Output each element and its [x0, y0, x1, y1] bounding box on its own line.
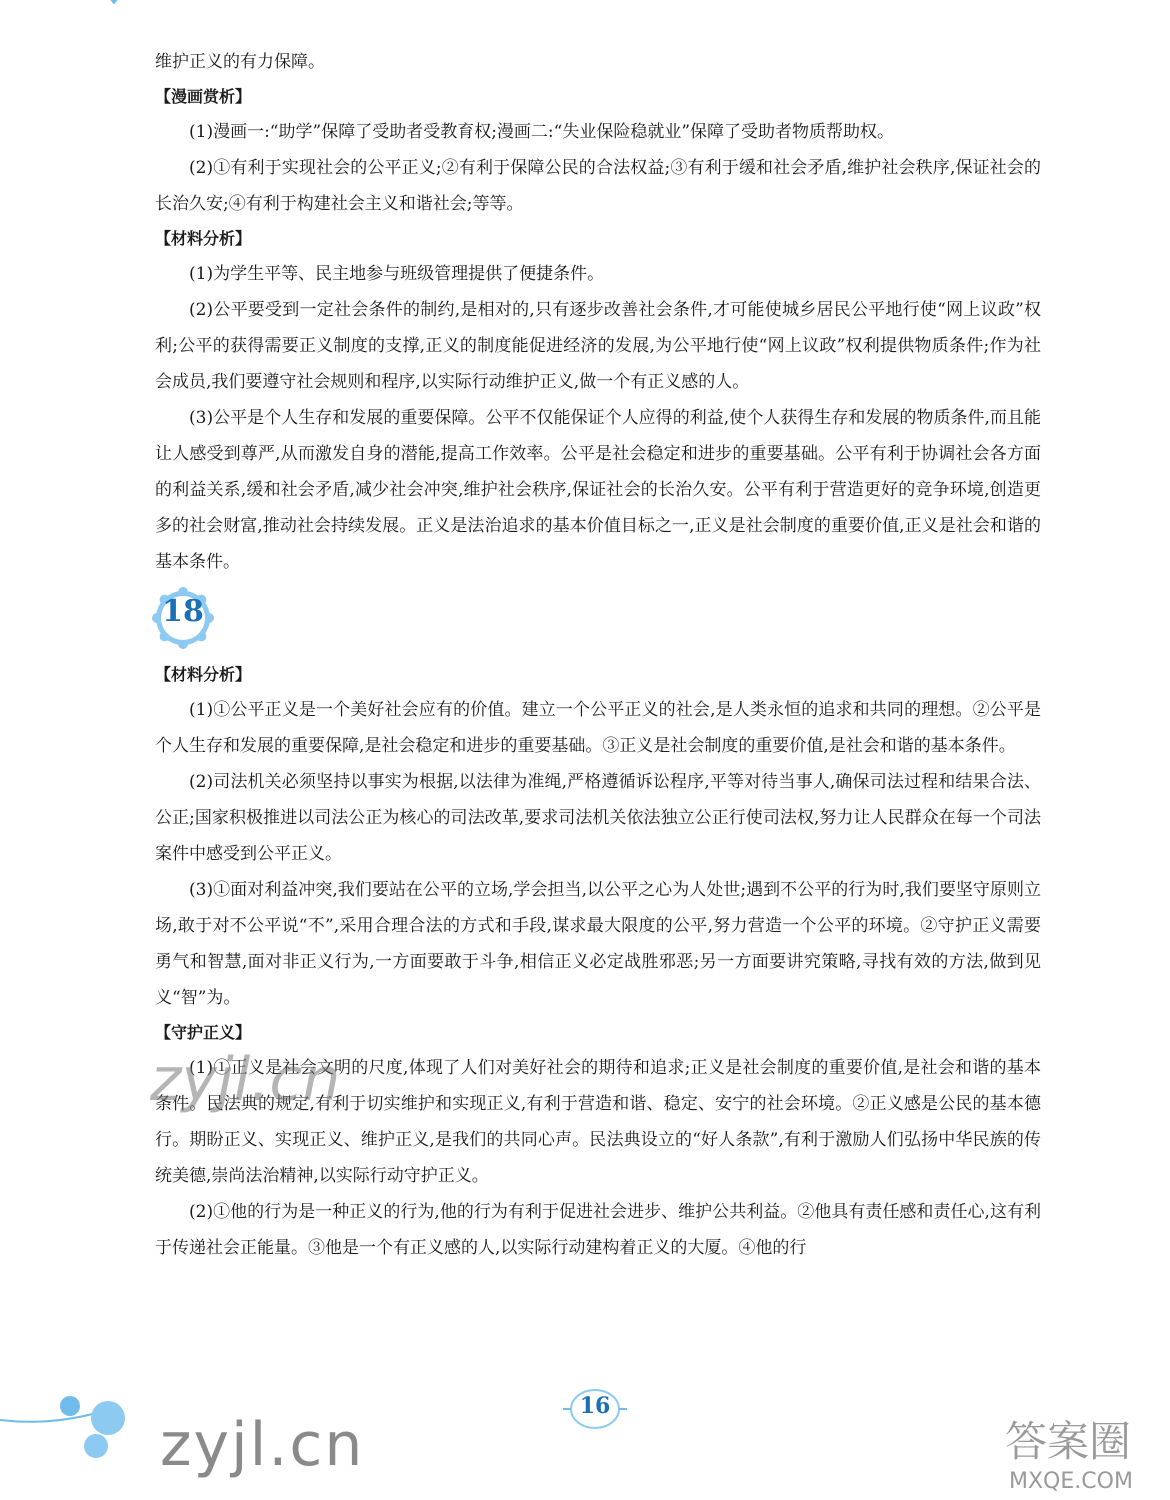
corner-logo-icon [995, 1410, 1165, 1495]
material2-para-1: (1)①公平正义是一个美好社会应有的价值。建立一个公平正义的社会,是人类永恒的追求和共同的理想。②公平是个人生存和发展的重要保障,是社会稳定和进步的重要基础。③正义是社会制度的重要价值,是社会和谐的基本条件。 [155, 700, 1041, 756]
section-heading-material: 【材料分析】 [155, 229, 252, 248]
page-number: 16 [579, 1393, 611, 1419]
material-para-2: (2)公平要受到一定社会条件的制约,是相对的,只有逐步改善社会条件,才可能使城乡居民公平地行使“网上议政”权利;公平的获得需要正义制度的支撑,正义的制度能促进经济的发展,为公平地行使“网上议政”权利提供物质条件;作为社会成员,我们要遵守社会规则和程序,以实际行动维护正义,做一个有正义感的人。 [155, 300, 1041, 392]
header-decoration-icon [100, 0, 240, 12]
comic-para-1: (1)漫画一:“助学”保障了受助者受教育权;漫画二:“失业保险稳就业”保障了受助者物质帮助权。 [189, 122, 895, 142]
watermark-mid [150, 1045, 390, 1165]
footer-watermark: zyjl.cn [160, 1410, 365, 1480]
top-fragment: 维护正义的有力保障。 [155, 52, 325, 72]
section-heading-guard: 【守护正义】 [155, 1023, 252, 1042]
corner-logo-text: 答案圈 [1005, 1417, 1132, 1466]
page-number-badge [563, 1387, 627, 1431]
footer-bubbles-icon [0, 1390, 140, 1460]
material-para-1: (1)为学生平等、民主地参与班级管理提供了便捷条件。 [189, 264, 605, 284]
corner-url-text: MXQE.COM [1009, 1469, 1133, 1494]
section-heading-comic: 【漫画赏析】 [155, 87, 252, 106]
material2-para-2: (2)司法机关必须坚持以事实为根据,以法律为准绳,严格遵循诉讼程序,平等对待当事人,确保司法过程和结果合法、公正;国家积极推进以司法公正为核心的司法改革,要求司法机关依法独立公正行使司法权,努力让人民群众在每一个司法案件中感受到公平正义。 [155, 772, 1041, 864]
watermark-mid-text: zyjl.cn [150, 1045, 341, 1115]
material-para-3: (3)公平是个人生存和发展的重要保障。公平不仅能保证个人应得的利益,使个人获得生存和发展的物质条件,而且能让人感受到尊严,从而激发自身的潜能,提高工作效率。公平是社会稳定和进步的重要基础。公平有利于协调社会各方面的利益关系,缓和社会矛盾,减少社会冲突,维护社会秩序,保证社会的长治久安。公平有利于营造更好的竞争环境,创造更多的社会财富,推动社会持续发展。正义是法治追求的基本价值目标之一,正义是社会制度的重要价值,正义是社会和谐的基本条件。 [155, 408, 1041, 572]
lesson-badge [155, 580, 1041, 658]
guard-para-1: (1)①正义是社会文明的尺度,体现了人们对美好社会的期待和追求;正义是社会制度的重要价值,是社会和谐的基本条件。民法典的规定,有利于切实维护和实现正义,有利于营造和谐、稳定、安宁的社会环境。②正义感是公民的基本德行。期盼正义、实现正义、维护正义,是我们的共同心声。民法典设立的“好人条款”,有利于激励人们弘扬中华民族的传统美德,崇尚法治精神,以实际行动守护正义。 [155, 1058, 1041, 1186]
comic-para-2: (2)①有利于实现社会的公平正义;②有利于保障公民的合法权益;③有利于缓和社会矛盾,维护社会秩序,保证社会的长治久安;④有利于构建社会主义和谐社会;等等。 [155, 158, 1041, 214]
section-heading-material-2: 【材料分析】 [155, 665, 252, 684]
guard-para-2: (2)①他的行为是一种正义的行为,他的行为有利于促进社会进步、维护公共利益。②他具有责任感和责任心,这有利于传递社会正能量。③他是一个有正义感的人,以实际行动建构着正义的大厦。④他的行 [155, 1202, 1041, 1258]
material2-para-3: (3)①面对利益冲突,我们要站在公平的立场,学会担当,以公平之心为人处世;遇到不公平的行为时,我们要坚守原则立场,敢于对不公平说“不”,采用合理合法的方式和手段,谋求最大限度的公平,努力营造一个公平的环境。②守护正义需要勇气和智慧,面对非正义行为,一方面要敢于斗争,相信正义必定战胜邪恶;另一方面要讲究策略,寻找有效的方法,做到见义“智”为。 [155, 880, 1041, 1008]
badge-number: 18 [162, 594, 204, 629]
